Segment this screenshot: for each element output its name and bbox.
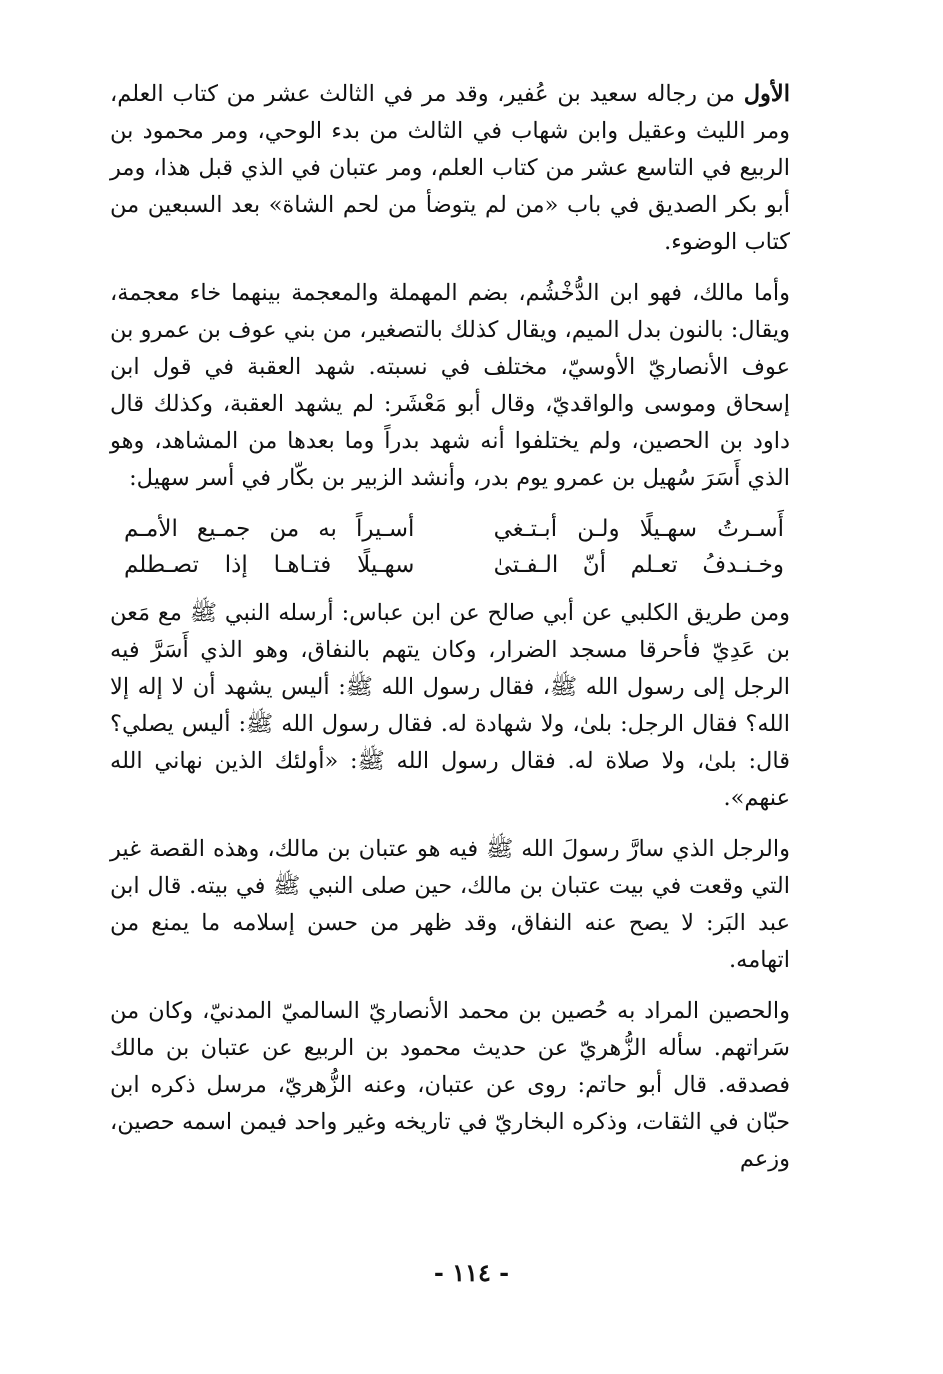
paragraph-kalbi-narration — [110, 595, 790, 817]
paragraph-itban — [110, 831, 790, 979]
paragraph-text: والحصين المراد به حُصين بن محمد الأنصاريّ السالميّ المدنيّ، وكان من سَراتهم. سأله الزُّهريّ عن حديث محمود بن الربيع عن عتبان بن مالك فصدقه. قال أبو حاتم: روى عن عتبان، وعنه الزُّهريّ، مرسل ذكره ابن حبّان في الثقات، وذكره البخاريّ في تاريخه وغير واحد فيمن اسمه حصين، وزعم — [110, 998, 790, 1172]
poem-verse — [110, 547, 790, 583]
poem — [110, 511, 790, 583]
paragraph-text: من رجاله سعيد بن عُفير، وقد مر في الثالث عشر من كتاب العلم، ومر الليث وعقيل وابن شهاب في الثالث من بدء الوحي، ومر محمود بن الربيع في التاسع عشر من كتاب العلم، ومر عتبان في الذي قبل هذا، ومر أبو بكر الصديق في باب «من لم يتوضأ من لحم الشاة» بعد السبعين من كتاب الوضوء. — [110, 81, 790, 255]
paragraph-text: وأما مالك، فهو ابن الدُّخْشُم، بضم المهملة والمعجمة بينهما خاء معجمة، ويقال: بالنون بدل الميم، ويقال كذلك بالتصغير، من بني عوف بن عمرو بن عوف الأنصاريّ الأوسيّ، مختلف في نسبته. شهد العقبة في قول ابن إسحاق وموسى والواقديّ، وقال أبو مَعْشَر: لم يشهد العقبة، وكذلك قال داود بن الحصين، ولم يختلفوا أنه شهد بدراً وما بعدها من المشاهد، وهو الذي أَسَرَ سُهيل بن عمرو يوم بدر، وأنشد الزبير بن بكّار في أسر سهيل: — [110, 280, 790, 491]
poem-second-hemistich: سهـيلًا فتـاهـا إذا تصـطلم — [124, 552, 415, 578]
paragraph-husayn — [110, 993, 790, 1178]
paragraph-lead-word: الأول — [743, 81, 790, 107]
paragraph-text: ومن طريق الكلبي عن أبي صالح عن ابن عباس: أرسله النبي ﷺ مع مَعن بن عَدِيّ فأحرقا مسجد الضرار، وكان يتهم بالنفاق، وهو الذي أَسَرَّ فيه الرجل إلى رسول الله ﷺ، فقال رسول الله ﷺ: أليس يشهد أن لا إله إلا الله؟ فقال الرجل: بلىٰ، ولا شهادة له. فقال رسول الله ﷺ: أليس يصلي؟ قال: بلىٰ، ولا صلاة له. فقال رسول الله ﷺ: «أولئك الذين نهاني الله عنهم». — [110, 600, 790, 811]
page-body — [110, 76, 790, 1192]
paragraph-malik — [110, 275, 790, 497]
paragraph-text: والرجل الذي سارَّ رسولَ الله ﷺ فيه هو عتبان بن مالك، وهذه القصة غير التي وقعت في بيت عتبان بن مالك، حين صلى النبي ﷺ في بيته. قال ابن عبد البَر: لا يصح عنه النفاق، وقد ظهر من حسن إسلامه ما يمنع من اتهامه. — [110, 836, 790, 973]
poem-first-hemistich: أَسـرتُ سهـيلًا ولـن أبـتـغي — [493, 516, 784, 542]
paragraph-narrators — [110, 76, 790, 261]
page-number: - ١١٤ - — [433, 1258, 510, 1287]
poem-second-hemistich: أسـيراً به من جمـيع الأمـم — [124, 516, 415, 542]
poem-verse — [110, 511, 790, 547]
poem-first-hemistich: وخـنـدفُ تعـلم أنّ الـفـتىٰ — [493, 552, 784, 578]
